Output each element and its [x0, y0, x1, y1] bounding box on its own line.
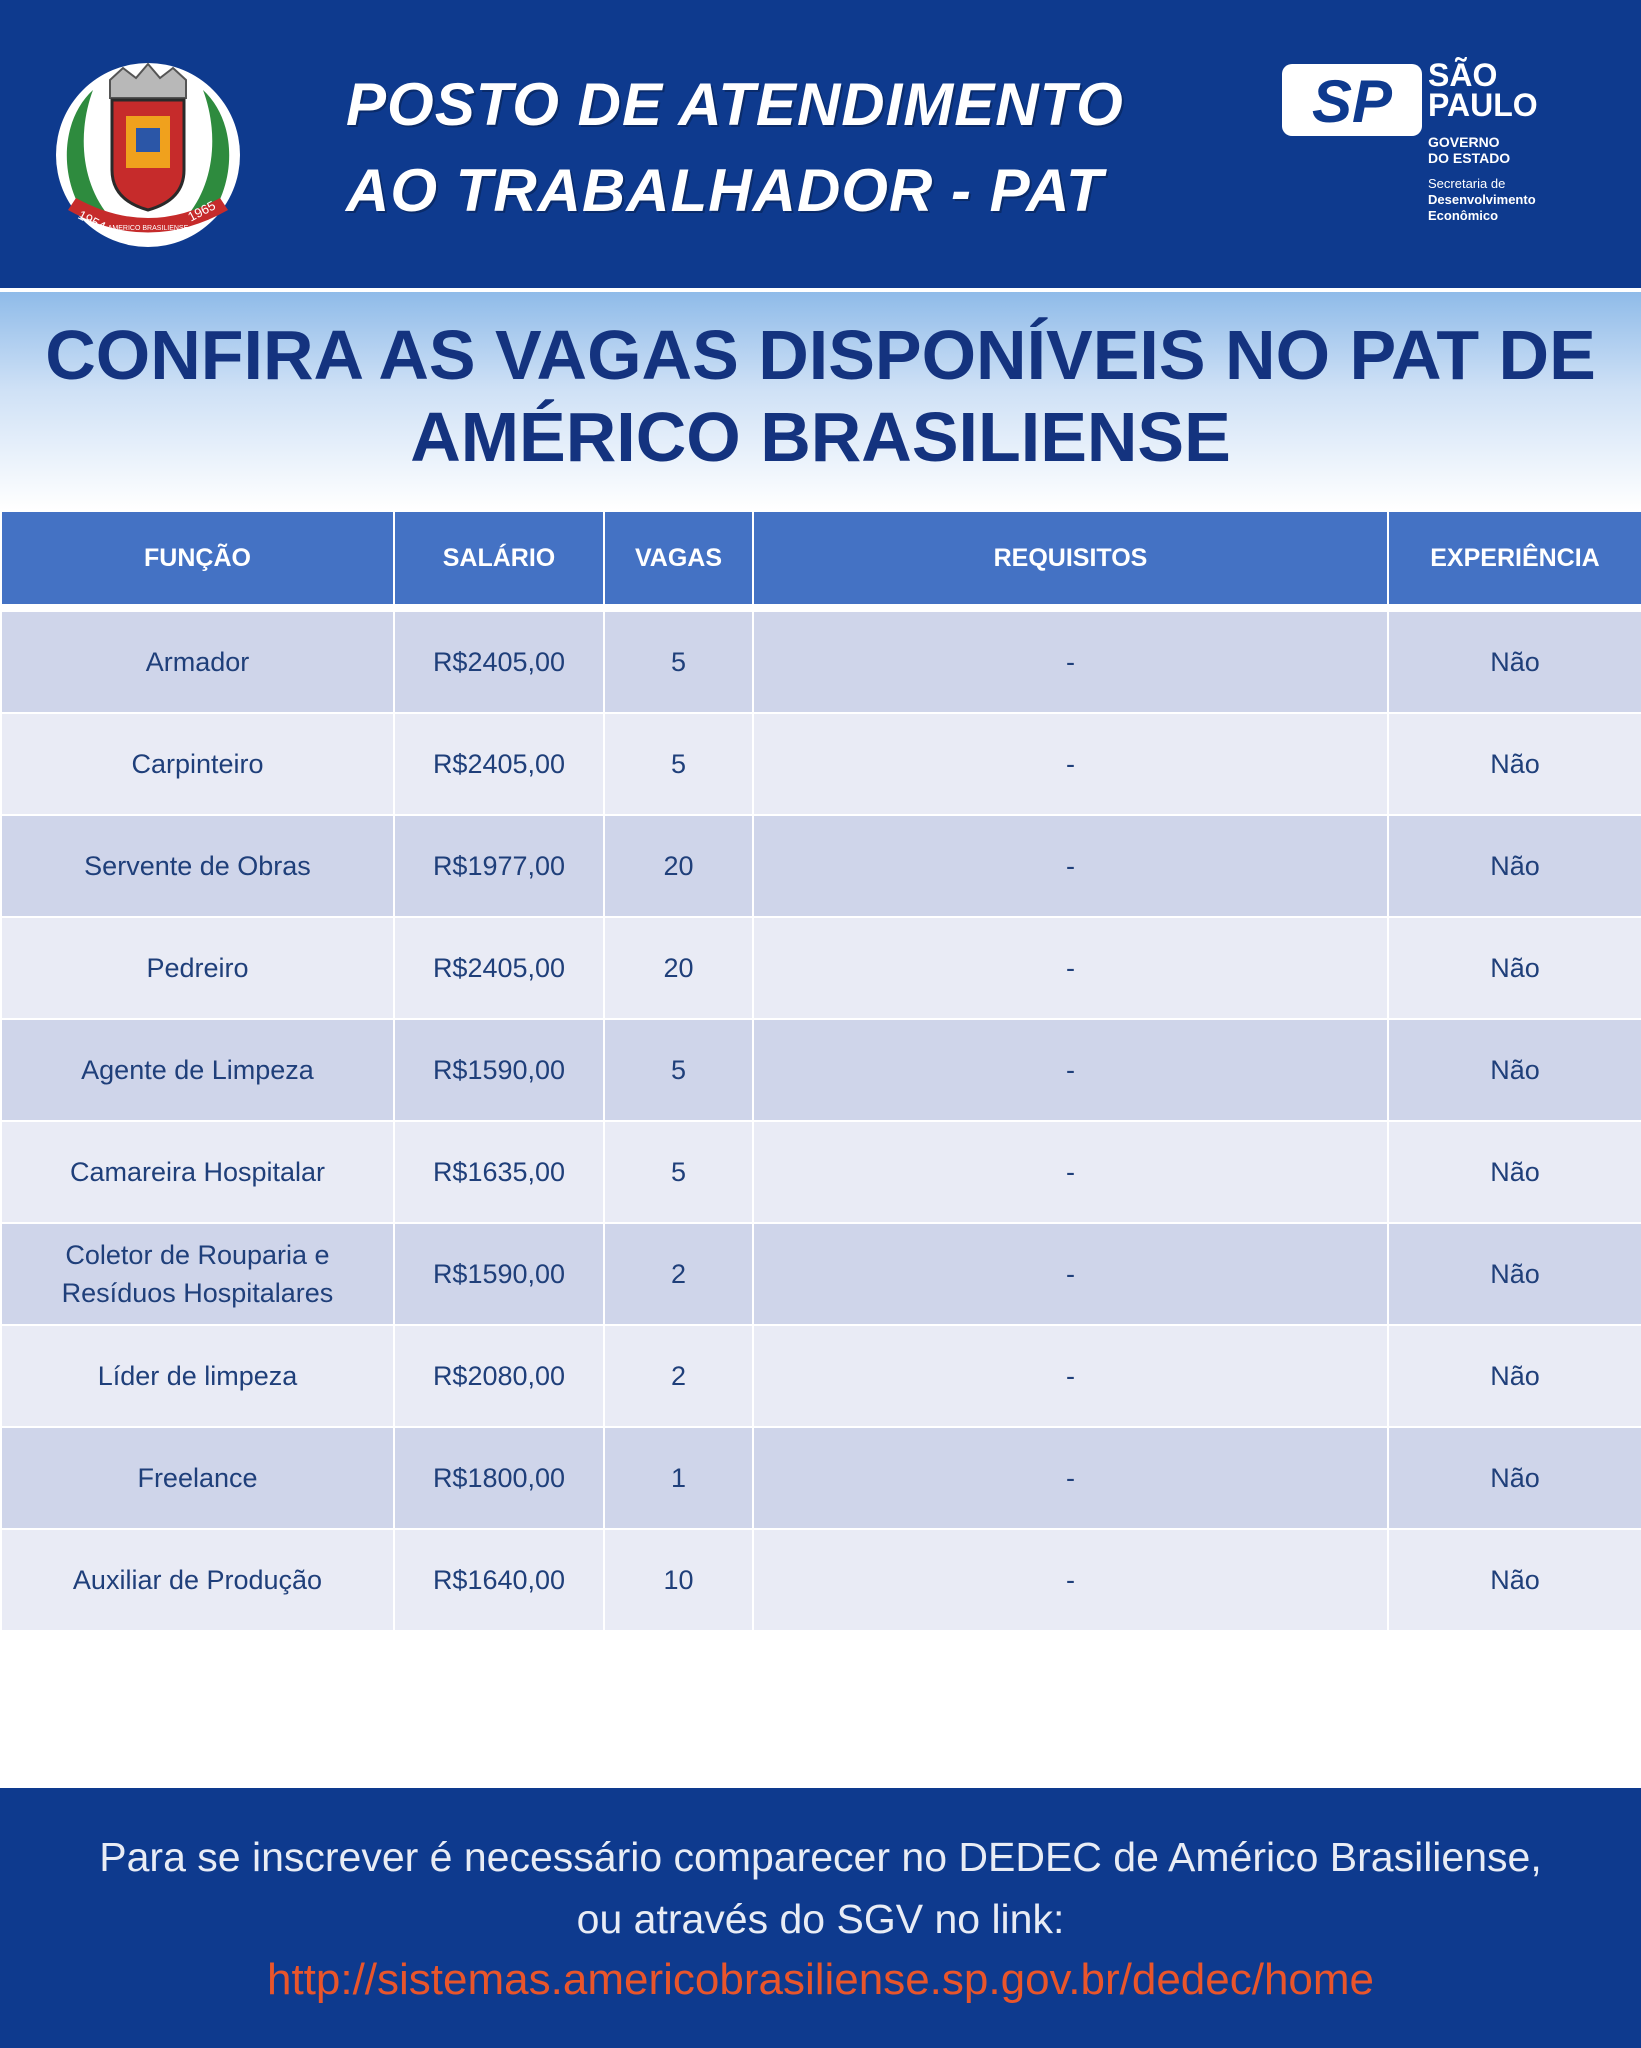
crest-year-right: 1965 [185, 197, 218, 225]
table-row [1, 713, 1641, 815]
crest-motto: AMERICO BRASILIENSE [107, 225, 189, 232]
cell-experiencia: Não [1388, 1121, 1641, 1223]
table-row [1, 1223, 1641, 1325]
sp-logo-sec-line2-text: Desenvolvimento [1428, 192, 1536, 207]
table-row [1, 1019, 1641, 1121]
table-header-row [1, 511, 1641, 605]
cell-experiencia: Não [1388, 713, 1641, 815]
cell-funcao: Coletor de Rouparia e Resíduos Hospitalares [1, 1223, 394, 1325]
cell-requisitos: - [753, 815, 1388, 917]
sp-logo-secretaria [1428, 176, 1536, 224]
cell-vagas: 5 [604, 1019, 753, 1121]
table-row [1, 1427, 1641, 1529]
cell-requisitos: - [753, 1019, 1388, 1121]
cell-vagas: 2 [604, 1223, 753, 1325]
cell-vagas: 2 [604, 1325, 753, 1427]
cell-vagas: 1 [604, 1427, 753, 1529]
cell-funcao: Servente de Obras [1, 815, 394, 917]
cell-requisitos: - [753, 1529, 1388, 1631]
column-header-vagas: VAGAS [604, 511, 753, 605]
column-header-experiencia: EXPERIÊNCIA [1388, 511, 1641, 605]
cell-salario: R$2080,00 [394, 1325, 604, 1427]
cell-funcao: Pedreiro [1, 917, 394, 1019]
column-header-requisitos: REQUISITOS [753, 511, 1388, 605]
cell-funcao: Carpinteiro [1, 713, 394, 815]
header-title [346, 62, 1226, 234]
sp-logo-name [1428, 57, 1538, 123]
sp-logo-sec-line1: Secretaria de [1428, 176, 1506, 191]
cell-salario: R$1640,00 [394, 1529, 604, 1631]
cell-requisitos: - [753, 1121, 1388, 1223]
cell-salario: R$1800,00 [394, 1427, 604, 1529]
sp-logo-mark: SP [1311, 68, 1393, 135]
header-title-line2: AO TRABALHADOR - PAT [346, 157, 1104, 224]
cell-experiencia: Não [1388, 1427, 1641, 1529]
table-row [1, 611, 1641, 713]
table-row [1, 1121, 1641, 1223]
cell-requisitos: - [753, 917, 1388, 1019]
cell-requisitos: - [753, 1427, 1388, 1529]
crest-year-left: 1954 [75, 207, 109, 235]
cell-experiencia: Não [1388, 611, 1641, 713]
footer-line1: Para se inscrever é necessário comparecer no DEDEC de Américo Brasiliense, [99, 1834, 1542, 1880]
table-row [1, 1325, 1641, 1427]
cell-experiencia: Não [1388, 815, 1641, 917]
header-bar [0, 0, 1641, 292]
sp-logo-sec-line3 [1428, 208, 1536, 224]
table-row [1, 815, 1641, 917]
cell-vagas: 10 [604, 1529, 753, 1631]
cell-funcao: Auxiliar de Produção [1, 1529, 394, 1631]
sp-logo-name-line2: PAULO [1428, 87, 1538, 123]
table-row [1, 917, 1641, 1019]
cell-funcao: Camareira Hospitalar [1, 1121, 394, 1223]
page-title [0, 314, 1641, 478]
cell-funcao: Agente de Limpeza [1, 1019, 394, 1121]
cell-salario: R$1590,00 [394, 1019, 604, 1121]
cell-funcao: Freelance [1, 1427, 394, 1529]
cell-requisitos: - [753, 611, 1388, 713]
sp-logo-gov-line1: GOVERNO [1428, 134, 1500, 150]
cell-salario: R$2405,00 [394, 713, 604, 815]
cell-experiencia: Não [1388, 1529, 1641, 1631]
footer-line2: ou através do SGV no link: [576, 1896, 1065, 1942]
sp-logo-name-line1: SÃO [1428, 57, 1498, 93]
sp-logo-sec-line3-text: Econômico [1428, 208, 1499, 223]
job-vacancies-table [0, 510, 1641, 1632]
sp-logo-gov-line2: DO ESTADO [1428, 150, 1511, 166]
cell-salario: R$2405,00 [394, 611, 604, 713]
cell-experiencia: Não [1388, 1325, 1641, 1427]
cell-salario: R$1977,00 [394, 815, 604, 917]
cell-vagas: 5 [604, 1121, 753, 1223]
cell-experiencia: Não [1388, 1223, 1641, 1325]
cell-vagas: 20 [604, 815, 753, 917]
cell-requisitos: - [753, 713, 1388, 815]
cell-vagas: 20 [604, 917, 753, 1019]
page-title-line2: AMÉRICO BRASILIENSE [410, 398, 1231, 476]
cell-salario: R$1590,00 [394, 1223, 604, 1325]
sao-paulo-government-logo [1282, 57, 1612, 240]
sp-logo-icon [1282, 64, 1422, 136]
registration-link[interactable]: http://sistemas.americobrasiliense.sp.gov.br/dedec/home [266, 1955, 1375, 2004]
cell-salario: R$2405,00 [394, 917, 604, 1019]
cell-funcao: Armador [1, 611, 394, 713]
sp-logo-sec-line2 [1428, 192, 1536, 208]
page-title-line1: CONFIRA AS VAGAS DISPONÍVEIS NO PAT DE [45, 316, 1596, 394]
cell-requisitos: - [753, 1223, 1388, 1325]
municipal-crest-icon [48, 50, 248, 255]
footer-instructions [0, 1826, 1641, 1950]
cell-experiencia: Não [1388, 917, 1641, 1019]
table-body [1, 611, 1641, 1631]
sp-logo-government [1428, 134, 1510, 166]
cell-vagas: 5 [604, 713, 753, 815]
cell-salario: R$1635,00 [394, 1121, 604, 1223]
cell-requisitos: - [753, 1325, 1388, 1427]
header-title-line1: POSTO DE ATENDIMENTO [346, 71, 1124, 138]
cell-experiencia: Não [1388, 1019, 1641, 1121]
cell-vagas: 5 [604, 611, 753, 713]
column-header-funcao: FUNÇÃO [1, 511, 394, 605]
cell-funcao: Líder de limpeza [1, 1325, 394, 1427]
table-row [1, 1529, 1641, 1631]
column-header-salario: SALÁRIO [394, 511, 604, 605]
